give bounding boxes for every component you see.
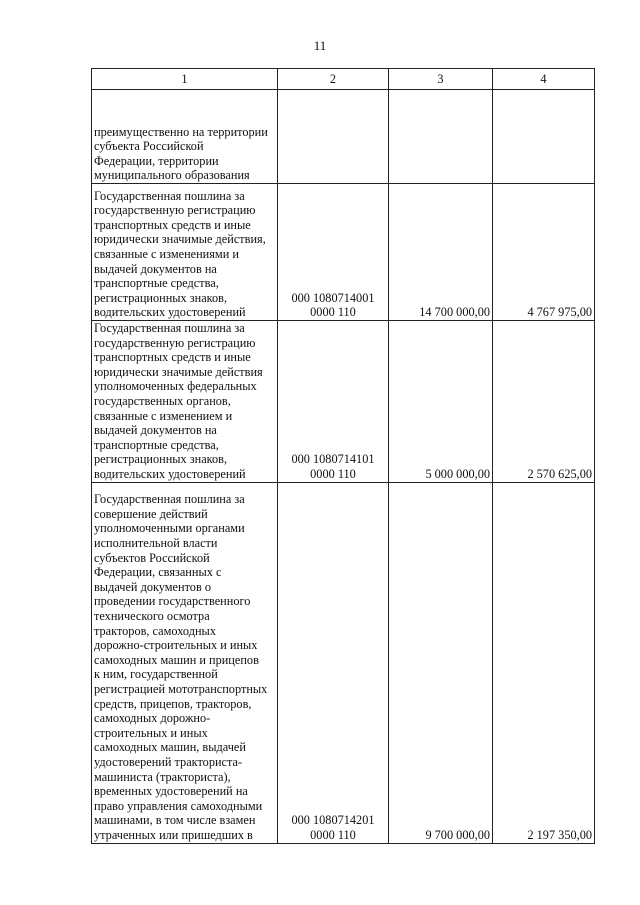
budget-code bbox=[278, 90, 389, 184]
budget-code: 000 1080714101 0000 110 bbox=[278, 321, 389, 483]
budget-code: 000 1080714001 0000 110 bbox=[278, 184, 389, 321]
row-description: Государственная пошлина за государственную регистрацию транспортных средств и иные юридически значимые действия уполномоченных федеральных государственных органов, связанные с изменением и выдачей документов на транспортные средства, регистрационных знаков, водительских удостоверений bbox=[92, 321, 278, 483]
plan-amount: 5 000 000,00 bbox=[389, 321, 493, 483]
revenue-table bbox=[91, 68, 595, 844]
actual-amount: 2 570 625,00 bbox=[493, 321, 595, 483]
column-header: 2 bbox=[278, 69, 389, 90]
budget-code: 000 1080714201 0000 110 bbox=[278, 482, 389, 843]
actual-amount: 4 767 975,00 bbox=[493, 184, 595, 321]
actual-amount: 2 197 350,00 bbox=[493, 482, 595, 843]
table-row bbox=[92, 321, 595, 483]
column-header: 3 bbox=[389, 69, 493, 90]
table-row bbox=[92, 184, 595, 321]
actual-amount bbox=[493, 90, 595, 184]
row-description: Государственная пошлина за совершение действий уполномоченными органами исполнительной власти субъектов Российской Федерации, связанных с выдачей документов о проведении государственного технического осмотра тракторов, самоходных дорожно-строительных и иных самоходных машин и прицепов к ним, государственной регистрацией мототранспортных средств, прицепов, тракторов, самоходных дорожно- строительных и иных самоходных машин, выдачей удостоверений тракториста- машиниста (тракториста), временных удостоверений на право управления самоходными машинами, в том числе взамен утраченных или пришедших в bbox=[92, 482, 278, 843]
page-number: 11 bbox=[313, 38, 327, 53]
table-row bbox=[92, 482, 595, 843]
row-description: Государственная пошлина за государственную регистрацию транспортных средств и иные юридически значимые действия, связанные с изменениями и выдачей документов на транспортные средства, регистрационных знаков, водительских удостоверений bbox=[92, 184, 278, 321]
column-header: 1 bbox=[92, 69, 278, 90]
column-number-row bbox=[92, 69, 595, 90]
plan-amount bbox=[389, 90, 493, 184]
plan-amount: 14 700 000,00 bbox=[389, 184, 493, 321]
table-row bbox=[92, 90, 595, 184]
row-description: преимущественно на территории субъекта Российской Федерации, территории муниципального образования bbox=[92, 90, 278, 184]
plan-amount: 9 700 000,00 bbox=[389, 482, 493, 843]
column-header: 4 bbox=[493, 69, 595, 90]
